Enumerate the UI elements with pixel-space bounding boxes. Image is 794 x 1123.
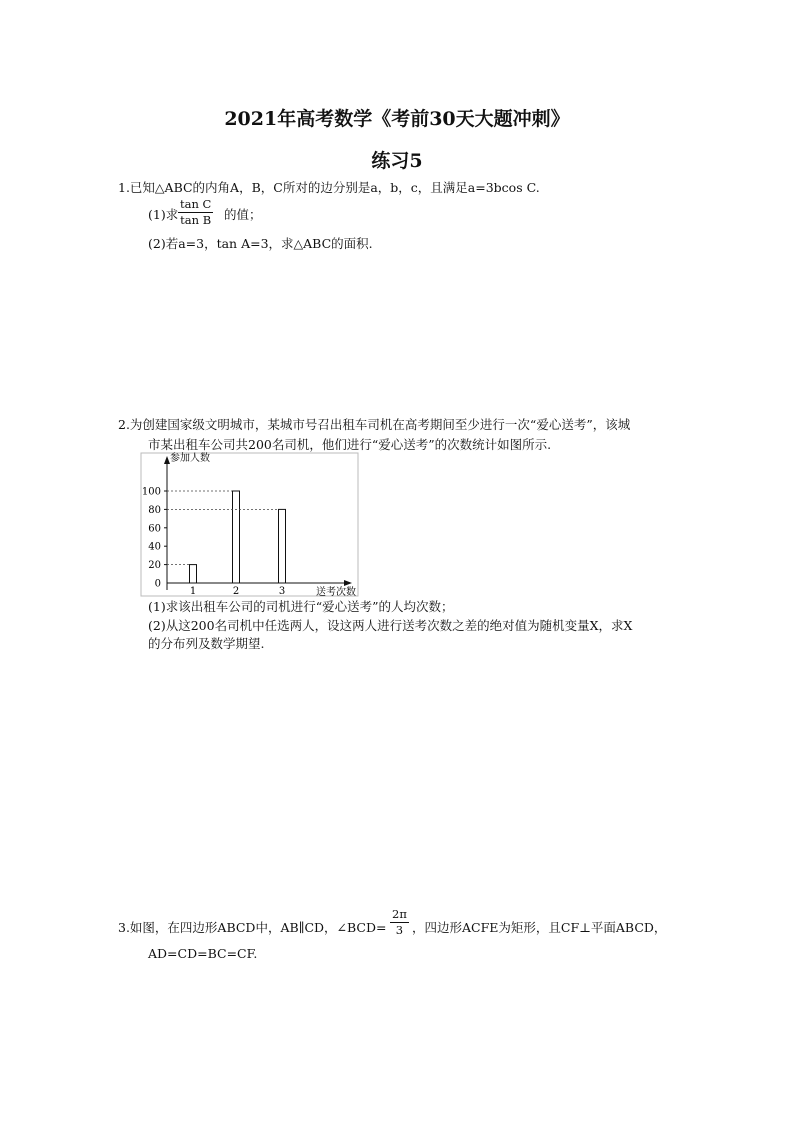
bar-3	[279, 509, 286, 583]
y-tick-label: 60	[148, 523, 161, 535]
q3-angle-fraction	[390, 908, 409, 937]
page-subtitle: 练习5	[371, 150, 423, 172]
y-tick-label: 0	[154, 578, 161, 590]
y-tick-label: 40	[148, 541, 161, 553]
bar-1	[190, 565, 197, 583]
q3-fraction-numerator: 2π	[392, 907, 407, 921]
q1-part1-prefix: (1)求	[148, 207, 179, 222]
q1-part1-fraction	[178, 198, 213, 227]
y-tick-label: 100	[141, 486, 161, 498]
bar-2	[233, 491, 240, 583]
page-title: 2021年高考数学《考前30天大题冲刺》	[224, 108, 570, 130]
q2-part1: (1)求该出租车公司的司机进行“爱心送考”的人均次数；	[148, 599, 454, 614]
q2-stem-line2: 市某出租车公司共200名司机，他们进行“爱心送考”的次数统计如图所示.	[148, 437, 552, 452]
y-tick-label: 80	[148, 504, 161, 516]
y-tick-label: 20	[148, 560, 161, 572]
bar-chart	[140, 452, 360, 598]
q1-part1-suffix: 的值；	[224, 207, 262, 222]
y-axis-label: 参加人数	[170, 453, 210, 464]
q1-stem: 1.已知△ABC的内角A，B，C所对的边分别是a，b，c，且满足a=3bcos C.	[118, 180, 540, 195]
q1-fraction-denominator: tan B	[180, 213, 212, 227]
x-tick-label: 2	[232, 586, 240, 597]
q2-part2-line2: 的分布列及数学期望.	[148, 636, 265, 651]
q3-stem-prefix: 3.如图，在四边形ABCD中，AB∥CD，∠BCD=	[118, 920, 387, 935]
chart-frame	[141, 453, 358, 596]
q2-part2-line1: (2)从这200名司机中任选两人，设这两人进行送考次数之差的绝对值为随机变量X，求X	[148, 618, 633, 633]
q1-part2: (2)若a=3，tan A=3，求△ABC的面积.	[148, 236, 373, 251]
x-tick-label: 1	[189, 586, 197, 597]
x-axis-arrow	[344, 580, 352, 586]
q3-line2: AD=CD=BC=CF.	[148, 946, 258, 961]
x-axis-label: 送考次数	[316, 587, 356, 598]
q2-stem-line1: 2.为创建国家级文明城市，某城市号召出租车司机在高考期间至少进行一次“爱心送考”，该城	[118, 417, 631, 432]
q3-stem-suffix: ，四边形ACFE为矩形，且CF⊥平面ABCD，	[412, 920, 667, 935]
x-tick-label: 3	[278, 586, 286, 597]
q3-fraction-denominator: 3	[395, 923, 404, 937]
q1-fraction-numerator: tan C	[180, 197, 212, 211]
